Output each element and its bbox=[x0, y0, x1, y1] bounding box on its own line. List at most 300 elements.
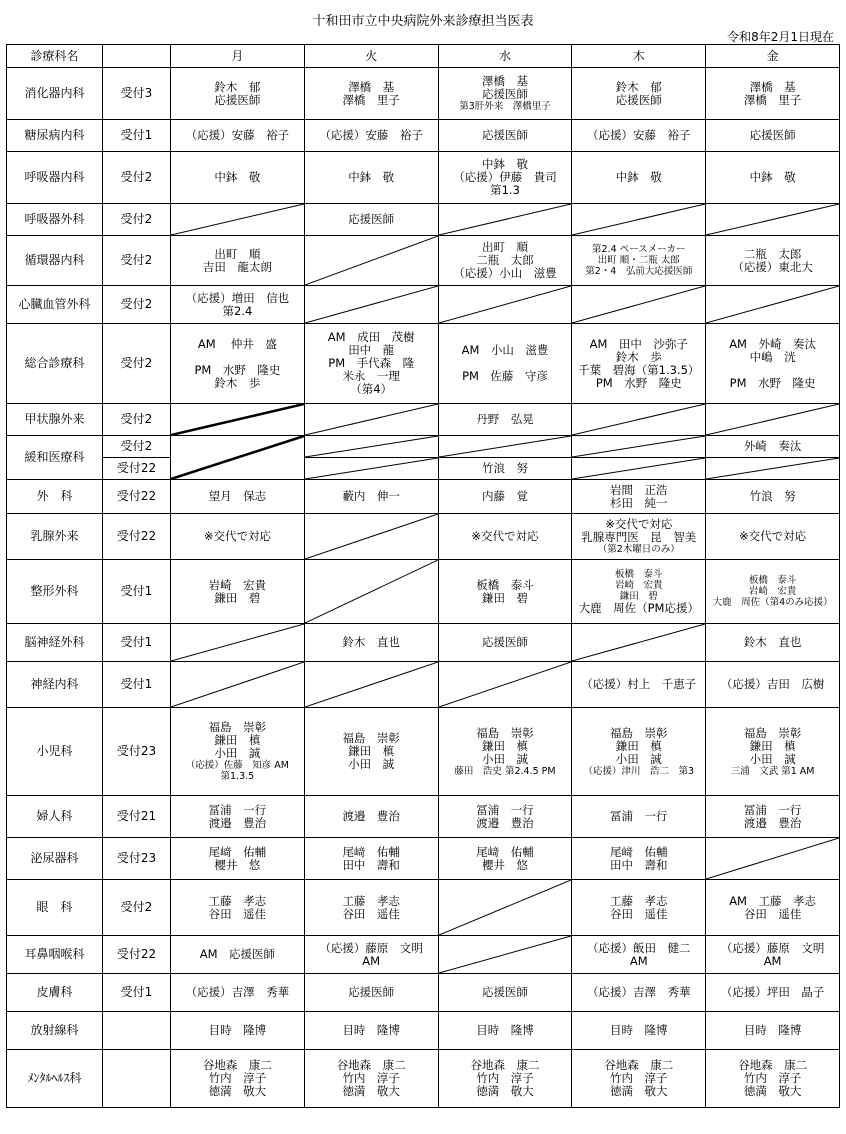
doctor-line: 冨浦 一行 bbox=[208, 802, 267, 817]
reception-number: 受付1 bbox=[103, 624, 171, 662]
doctor-line: 出町 順・二瓶 太郎 bbox=[597, 255, 680, 266]
doctor-line: 谷地森 康二 bbox=[738, 1058, 808, 1072]
doctor-line: AM 成田 茂樹 bbox=[327, 330, 415, 344]
doctor-line: ※交代で対応 bbox=[203, 529, 271, 543]
reception-number: 受付2 bbox=[103, 152, 171, 204]
reception-number: 受付21 bbox=[103, 796, 171, 838]
doctor-line: （応援）安藤 裕子 bbox=[587, 128, 691, 142]
doctor-line: 鈴木 歩 bbox=[615, 349, 662, 364]
table-row bbox=[7, 624, 840, 662]
department-name: 眼 科 bbox=[7, 880, 103, 936]
doctor-line: （応援）吉澤 秀華 bbox=[185, 985, 290, 999]
doctor-line: 冨浦 一行 bbox=[743, 802, 802, 817]
schedule-cell-wed bbox=[438, 436, 572, 458]
doctor-line: 第2.4 bbox=[222, 303, 253, 318]
doctor-line: ※交代で対応 bbox=[739, 529, 807, 543]
doctor-line: 二瓶 太郎 bbox=[476, 253, 534, 267]
schedule-cell-mon bbox=[171, 624, 305, 662]
doctor-line: 谷地森 康二 bbox=[470, 1058, 540, 1072]
header-tue: 火 bbox=[304, 45, 438, 68]
doctor-line: 第2.4 ペースメーカー bbox=[592, 244, 686, 255]
table-row bbox=[7, 404, 840, 436]
department-name: ﾒﾝﾀﾙﾍﾙｽ科 bbox=[7, 1050, 103, 1108]
schedule-cell-wed bbox=[438, 68, 572, 120]
doctor-line: 目時 隆博 bbox=[342, 1023, 400, 1037]
reception-number: 受付2 bbox=[103, 436, 171, 458]
schedule-cell-thu bbox=[572, 1050, 706, 1108]
schedule-cell-tue bbox=[304, 286, 438, 324]
schedule-cell-tue bbox=[304, 708, 438, 796]
table-row bbox=[7, 436, 840, 458]
schedule-cell-fri bbox=[706, 152, 840, 204]
doctor-line: 渡邉 豊治 bbox=[476, 815, 534, 830]
schedule-cell-tue bbox=[304, 560, 438, 624]
doctor-line: 目時 隆博 bbox=[476, 1023, 534, 1037]
reception-number: 受付22 bbox=[103, 514, 171, 560]
table-row bbox=[7, 480, 840, 514]
schedule-cell-thu bbox=[572, 560, 706, 624]
schedule-table bbox=[6, 44, 840, 1108]
schedule-cell-tue bbox=[304, 936, 438, 974]
schedule-cell-thu bbox=[572, 880, 706, 936]
doctor-line: 応援医師 bbox=[481, 87, 528, 101]
doctor-line: 冨浦 一行 bbox=[610, 809, 668, 823]
schedule-cell-fri bbox=[706, 480, 840, 514]
doctor-line: 谷田 遥佳 bbox=[208, 906, 267, 921]
doctor-line: 竹内 淳子 bbox=[476, 1071, 534, 1085]
doctor-line: 千葉 碧海（第1.3.5） bbox=[578, 362, 700, 377]
reception-number: 受付2 bbox=[103, 324, 171, 404]
doctor-line: 福島 崇彰 bbox=[342, 731, 400, 745]
schedule-cell-fri bbox=[706, 936, 840, 974]
header-reception bbox=[103, 45, 171, 68]
doctor-line: 二瓶 太郎 bbox=[743, 246, 802, 261]
schedule-cell-wed bbox=[438, 1050, 572, 1108]
schedule-cell-fri bbox=[706, 1050, 840, 1108]
schedule-cell-tue bbox=[304, 204, 438, 236]
schedule-cell-thu bbox=[572, 404, 706, 436]
schedule-cell-mon bbox=[171, 974, 305, 1012]
schedule-cell-fri bbox=[706, 458, 840, 480]
doctor-line: 竹内 淳子 bbox=[208, 1071, 267, 1085]
doctor-line: 中鉢 敬 bbox=[481, 157, 528, 171]
department-name: 呼吸器外科 bbox=[7, 204, 103, 236]
department-name: 放射線科 bbox=[7, 1012, 103, 1050]
schedule-cell-fri bbox=[706, 324, 840, 404]
schedule-cell-tue bbox=[304, 152, 438, 204]
doctor-line: 応援医師 bbox=[615, 92, 662, 107]
table-row bbox=[7, 708, 840, 796]
doctor-line: 目時 隆博 bbox=[610, 1023, 668, 1037]
schedule-cell-thu bbox=[572, 838, 706, 880]
department-name: 心臓血管外科 bbox=[7, 286, 103, 324]
department-name: 整形外科 bbox=[7, 560, 103, 624]
schedule-cell-thu bbox=[572, 708, 706, 796]
schedule-cell-tue bbox=[304, 120, 438, 152]
doctor-line: 工藤 孝志 bbox=[342, 893, 400, 908]
doctor-line: PM 水野 隆史 bbox=[595, 375, 682, 390]
table-row bbox=[7, 204, 840, 236]
doctor-line: 小田 誠 bbox=[615, 751, 662, 766]
reception-number bbox=[103, 1050, 171, 1108]
schedule-cell-thu bbox=[572, 514, 706, 560]
doctor-line: 応援医師 bbox=[481, 128, 528, 142]
doctor-line: （応援）藤原 文明 bbox=[319, 940, 423, 955]
schedule-cell-tue bbox=[304, 624, 438, 662]
reception-number: 受付22 bbox=[103, 936, 171, 974]
schedule-cell-tue bbox=[304, 514, 438, 560]
doctor-line: （応援）藤原 文明 bbox=[720, 940, 825, 955]
doctor-line: 竹浪 努 bbox=[481, 461, 528, 475]
doctor-line: 米永 一理 bbox=[342, 369, 400, 383]
doctor-line: 目時 隆博 bbox=[743, 1023, 802, 1037]
doctor-line: PM 手代森 隆 bbox=[328, 356, 415, 370]
schedule-cell-mon bbox=[171, 236, 305, 286]
schedule-cell-wed bbox=[438, 560, 572, 624]
schedule-cell-mon bbox=[171, 708, 305, 796]
doctor-line: 鎌田 碧 bbox=[214, 590, 261, 605]
reception-number: 受付3 bbox=[103, 68, 171, 120]
table-row bbox=[7, 936, 840, 974]
doctor-line: 出町 順 bbox=[214, 246, 261, 261]
reception-number bbox=[103, 1012, 171, 1050]
doctor-line: 尾﨑 佑輔 bbox=[610, 844, 668, 859]
doctor-line: 小田 誠 bbox=[749, 751, 796, 766]
reception-number: 受付1 bbox=[103, 662, 171, 708]
reception-number: 受付23 bbox=[103, 838, 171, 880]
reception-number: 受付2 bbox=[103, 880, 171, 936]
schedule-cell-wed bbox=[438, 480, 572, 514]
schedule-cell-thu bbox=[572, 152, 706, 204]
schedule-cell-wed bbox=[438, 204, 572, 236]
schedule-cell-tue bbox=[304, 1012, 438, 1050]
table-row bbox=[7, 458, 840, 480]
schedule-cell-fri bbox=[706, 514, 840, 560]
schedule-cell-wed bbox=[438, 708, 572, 796]
doctor-line: （応援）伊藤 貴司 bbox=[453, 170, 557, 184]
schedule-cell-thu bbox=[572, 68, 706, 120]
schedule-cell-tue bbox=[304, 838, 438, 880]
doctor-line: 内藤 覚 bbox=[481, 489, 528, 503]
schedule-cell-wed bbox=[438, 1012, 572, 1050]
doctor-line: 谷地森 康二 bbox=[202, 1058, 272, 1072]
schedule-cell-wed bbox=[438, 838, 572, 880]
doctor-line: 乳腺専門医 昆 智美 bbox=[581, 530, 697, 544]
schedule-cell-mon bbox=[171, 880, 305, 936]
header-thu: 木 bbox=[572, 45, 706, 68]
department-name: 外 科 bbox=[7, 480, 103, 514]
schedule-cell-fri bbox=[706, 796, 840, 838]
schedule-cell-fri bbox=[706, 1012, 840, 1050]
doctor-line: 鈴木 歩 bbox=[214, 375, 261, 390]
department-name: 循環器内科 bbox=[7, 236, 103, 286]
schedule-cell-thu bbox=[572, 286, 706, 324]
doctor-line: 谷田 遥佳 bbox=[743, 906, 802, 921]
table-row bbox=[7, 68, 840, 120]
doctor-line: 小田 誠 bbox=[214, 746, 261, 760]
schedule-cell-wed bbox=[438, 624, 572, 662]
schedule-cell-mon bbox=[171, 514, 305, 560]
doctor-line: PM 水野 隆史 bbox=[729, 375, 816, 390]
as-of-date: 令和8年2月1日現在 bbox=[727, 30, 834, 44]
doctor-line: 竹浪 努 bbox=[749, 489, 796, 503]
table-row bbox=[7, 514, 840, 560]
schedule-cell-thu bbox=[572, 480, 706, 514]
doctor-line: 中鉢 敬 bbox=[749, 170, 796, 184]
doctor-line: （応援）津川 浩二 第3 bbox=[583, 765, 695, 777]
doctor-line: 岩崎 宏貴 bbox=[615, 579, 663, 591]
doctor-line: （応援）佐藤 知彦 AM bbox=[185, 760, 289, 771]
schedule-cell-fri bbox=[706, 436, 840, 458]
doctor-line: 田中 龍 bbox=[348, 343, 395, 357]
doctor-line: 大鹿 周佐（PM応援） bbox=[578, 600, 699, 615]
schedule-cell-tue bbox=[304, 436, 438, 458]
doctor-line: 尾﨑 佑輔 bbox=[476, 844, 534, 859]
doctor-line: 冨浦 一行 bbox=[476, 802, 534, 817]
doctor-line: 谷地森 康二 bbox=[604, 1058, 674, 1072]
department-name: 神経内科 bbox=[7, 662, 103, 708]
schedule-cell-thu bbox=[572, 1012, 706, 1050]
schedule-body bbox=[7, 68, 840, 1108]
doctor-line: 吉田 龍太朗 bbox=[202, 259, 272, 274]
schedule-cell-wed bbox=[438, 286, 572, 324]
doctor-line: 出町 順 bbox=[481, 240, 528, 254]
department-name: 泌尿器科 bbox=[7, 838, 103, 880]
schedule-cell-tue bbox=[304, 458, 438, 480]
schedule-cell-mon bbox=[171, 204, 305, 236]
doctor-line: PM 水野 隆史 bbox=[194, 362, 281, 377]
doctor-line: 渡邉 豊治 bbox=[342, 809, 400, 823]
table-row bbox=[7, 1050, 840, 1108]
reception-number: 受付2 bbox=[103, 236, 171, 286]
doctor-line: AM 外崎 奏汰 bbox=[729, 336, 816, 351]
doctor-line: （第2木曜日のみ） bbox=[597, 544, 680, 555]
doctor-line: 小田 誠 bbox=[481, 751, 528, 766]
department-name: 皮膚科 bbox=[7, 974, 103, 1012]
table-row bbox=[7, 236, 840, 286]
department-name: 婦人科 bbox=[7, 796, 103, 838]
header-row bbox=[7, 45, 840, 68]
doctor-line: AM bbox=[629, 953, 648, 968]
doctor-line: AM bbox=[763, 953, 782, 968]
schedule-cell-thu bbox=[572, 120, 706, 152]
doctor-line: 応援医師 bbox=[749, 128, 796, 142]
department-name: 脳神経外科 bbox=[7, 624, 103, 662]
reception-number: 受付1 bbox=[103, 974, 171, 1012]
reception-number: 受付1 bbox=[103, 120, 171, 152]
doctor-line: 応援医師 bbox=[348, 985, 395, 999]
schedule-cell-mon bbox=[171, 120, 305, 152]
doctor-line: 第1.3 bbox=[490, 183, 520, 197]
schedule-cell-tue bbox=[304, 68, 438, 120]
header-mon: 月 bbox=[171, 45, 305, 68]
doctor-line: 澤橋 基 bbox=[348, 79, 395, 94]
table-row bbox=[7, 1012, 840, 1050]
table-row bbox=[7, 880, 840, 936]
schedule-cell-tue bbox=[304, 880, 438, 936]
doctor-line bbox=[706, 364, 839, 377]
doctor-line bbox=[171, 351, 304, 364]
doctor-line: ※交代で対応 bbox=[471, 529, 539, 543]
schedule-cell-mon bbox=[171, 1050, 305, 1108]
table-row bbox=[7, 324, 840, 404]
doctor-line: 小田 誠 bbox=[348, 757, 395, 771]
schedule-cell-wed bbox=[438, 236, 572, 286]
doctor-line: 中鉢 敬 bbox=[348, 170, 395, 184]
doctor-line: 谷田 遥佳 bbox=[342, 906, 400, 921]
department-name: 小児科 bbox=[7, 708, 103, 796]
doctor-line: PM 佐藤 守彦 bbox=[462, 369, 548, 383]
schedule-cell-fri bbox=[706, 708, 840, 796]
doctor-line: （応援）坪田 晶子 bbox=[720, 985, 825, 999]
doctor-line: AM 田中 沙弥子 bbox=[589, 336, 688, 351]
department-name: 消化器内科 bbox=[7, 68, 103, 120]
doctor-line: 福島 崇彰 bbox=[610, 725, 668, 740]
doctor-line: 第2・4 弘前大応援医師 bbox=[585, 266, 693, 277]
schedule-cell-fri bbox=[706, 120, 840, 152]
schedule-cell-thu bbox=[572, 936, 706, 974]
doctor-line: 渡邉 豊治 bbox=[743, 815, 802, 830]
doctor-line: 板橋 泰斗 bbox=[476, 577, 534, 592]
schedule-cell-wed bbox=[438, 936, 572, 974]
schedule-cell-mon bbox=[171, 404, 305, 436]
schedule-cell-fri bbox=[706, 880, 840, 936]
schedule-cell-wed bbox=[438, 152, 572, 204]
doctor-line: 第3肝外来 澤橋里子 bbox=[459, 101, 551, 112]
schedule-cell-wed bbox=[438, 974, 572, 1012]
doctor-line: 工藤 孝志 bbox=[208, 893, 267, 908]
schedule-cell-thu bbox=[572, 662, 706, 708]
doctor-line: AM bbox=[362, 953, 381, 968]
schedule-cell-fri bbox=[706, 404, 840, 436]
schedule-cell-tue bbox=[304, 662, 438, 708]
schedule-cell-fri bbox=[706, 662, 840, 708]
header-dept: 診療科名 bbox=[7, 45, 103, 68]
doctor-line: 応援医師 bbox=[481, 985, 528, 999]
doctor-line: （応援）吉田 広樹 bbox=[720, 677, 825, 691]
schedule-cell-mon bbox=[171, 436, 305, 480]
schedule-cell-mon bbox=[171, 480, 305, 514]
schedule-cell-wed bbox=[438, 324, 572, 404]
department-name: 総合診療科 bbox=[7, 324, 103, 404]
reception-number: 受付2 bbox=[103, 404, 171, 436]
doctor-line: 応援医師 bbox=[348, 212, 395, 226]
doctor-line: 澤橋 基 bbox=[481, 74, 528, 88]
reception-number: 受付2 bbox=[103, 286, 171, 324]
reception-number: 受付23 bbox=[103, 708, 171, 796]
doctor-line: 第1.3.5 bbox=[220, 771, 255, 782]
doctor-line: 竹内 淳子 bbox=[610, 1071, 668, 1085]
schedule-cell-mon bbox=[171, 1012, 305, 1050]
schedule-cell-wed bbox=[438, 796, 572, 838]
schedule-cell-thu bbox=[572, 974, 706, 1012]
schedule-cell-fri bbox=[706, 624, 840, 662]
schedule-cell-wed bbox=[438, 880, 572, 936]
schedule-cell-thu bbox=[572, 236, 706, 286]
reception-number: 受付22 bbox=[103, 458, 171, 480]
schedule-cell-mon bbox=[171, 324, 305, 404]
doctor-line: 徳満 敬大 bbox=[208, 1084, 267, 1098]
doctor-line: 徳満 敬大 bbox=[342, 1084, 400, 1098]
schedule-cell-thu bbox=[572, 458, 706, 480]
department-name: 耳鼻咽喉科 bbox=[7, 936, 103, 974]
doctor-line: 丹野 弘晃 bbox=[476, 412, 534, 426]
doctor-line: 尾﨑 佑輔 bbox=[208, 844, 267, 859]
doctor-line: 三浦 文武 第1 AM bbox=[730, 765, 815, 777]
doctor-line: 中鉢 敬 bbox=[615, 170, 662, 184]
schedule-cell-fri bbox=[706, 838, 840, 880]
table-row bbox=[7, 120, 840, 152]
table-row bbox=[7, 286, 840, 324]
doctor-line: 澤橋 基 bbox=[749, 79, 796, 94]
schedule-cell-tue bbox=[304, 796, 438, 838]
schedule-cell-mon bbox=[171, 152, 305, 204]
doctor-line: 外崎 奏汰 bbox=[743, 439, 802, 453]
doctor-line: 目時 隆博 bbox=[208, 1023, 267, 1037]
table-row bbox=[7, 560, 840, 624]
doctor-line: 望月 保志 bbox=[208, 489, 267, 503]
doctor-line: 鎌田 槙 bbox=[214, 733, 261, 747]
schedule-cell-mon bbox=[171, 286, 305, 324]
schedule-cell-fri bbox=[706, 204, 840, 236]
schedule-cell-wed bbox=[438, 404, 572, 436]
doctor-line: （応援）村上 千恵子 bbox=[581, 677, 697, 691]
doctor-line: AM 小山 滋豊 bbox=[461, 343, 549, 357]
department-name: 甲状腺外来 bbox=[7, 404, 103, 436]
doctor-line: 尾﨑 佑輔 bbox=[342, 844, 400, 859]
schedule-cell-thu bbox=[572, 624, 706, 662]
doctor-line: （第4） bbox=[350, 382, 393, 396]
schedule-cell-thu bbox=[572, 796, 706, 838]
table-row bbox=[7, 838, 840, 880]
table-row bbox=[7, 662, 840, 708]
schedule-cell-wed bbox=[438, 514, 572, 560]
doctor-line: 大鹿 周佐（第4のみ応援） bbox=[712, 597, 833, 608]
schedule-cell-tue bbox=[304, 974, 438, 1012]
doctor-line: 福島 崇彰 bbox=[208, 720, 267, 734]
doctor-line: 藤田 浩史 第2.4.5 PM bbox=[454, 765, 556, 777]
reception-number: 受付2 bbox=[103, 204, 171, 236]
doctor-line: 徳満 敬大 bbox=[743, 1084, 802, 1098]
doctor-line: 鈴木 郁 bbox=[214, 79, 261, 94]
page-title: 十和田市立中央病院外来診療担当医表 bbox=[312, 14, 534, 29]
doctor-line: 鈴木 直也 bbox=[342, 635, 400, 649]
doctor-line: （応援）安藤 裕子 bbox=[185, 128, 290, 142]
schedule-cell-mon bbox=[171, 662, 305, 708]
schedule-cell-thu bbox=[572, 436, 706, 458]
doctor-line: 谷地森 康二 bbox=[336, 1058, 406, 1072]
doctor-line: 谷田 遥佳 bbox=[610, 906, 668, 921]
schedule-cell-wed bbox=[438, 662, 572, 708]
doctor-line: （応援）増田 信也 bbox=[185, 290, 290, 305]
doctor-line: 杉田 純一 bbox=[610, 495, 668, 510]
doctor-line: （応援）吉澤 秀華 bbox=[587, 985, 691, 999]
doctor-line: 鎌田 槙 bbox=[749, 738, 796, 753]
schedule-cell-tue bbox=[304, 236, 438, 286]
doctor-line: （応援）東北大 bbox=[732, 259, 813, 274]
header-wed: 水 bbox=[438, 45, 572, 68]
doctor-line: 徳満 敬大 bbox=[610, 1084, 668, 1098]
schedule-cell-mon bbox=[171, 936, 305, 974]
doctor-line: 櫻井 悠 bbox=[214, 857, 261, 872]
doctor-line: 鎌田 碧 bbox=[619, 590, 658, 602]
doctor-line: 鎌田 槙 bbox=[615, 738, 662, 753]
schedule-cell-fri bbox=[706, 974, 840, 1012]
doctor-line: 岩崎 宏貴 bbox=[208, 577, 267, 592]
doctor-line: AM 応援医師 bbox=[199, 947, 276, 961]
doctor-line: 鈴木 直也 bbox=[743, 635, 802, 649]
table-row bbox=[7, 974, 840, 1012]
